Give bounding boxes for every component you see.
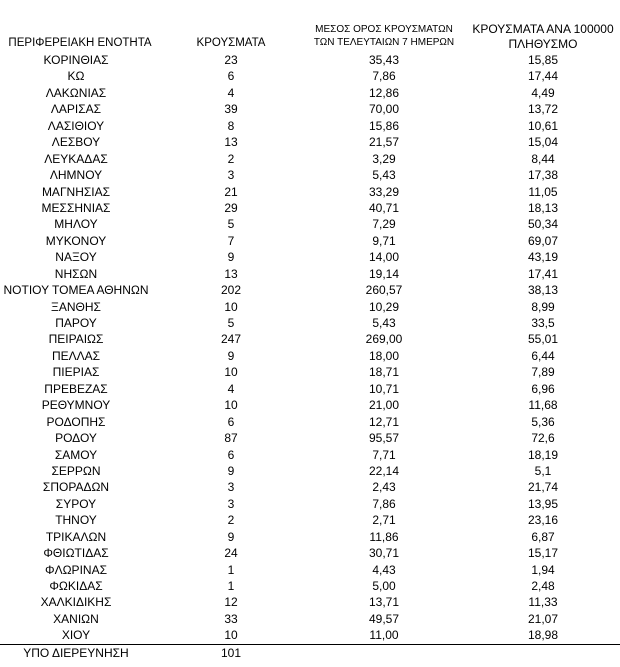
cell-cases: 6 bbox=[227, 69, 235, 84]
cell-cases: 10 bbox=[224, 398, 238, 413]
cell-avg-7days: 9,71 bbox=[372, 233, 396, 248]
cell-per-100k: 18,19 bbox=[527, 447, 559, 462]
cell-avg-7days: 12,71 bbox=[368, 414, 400, 429]
cell-region: ΠΕΛΛΑΣ bbox=[51, 348, 101, 363]
table-row bbox=[0, 184, 620, 200]
cell-avg-7days: 18,71 bbox=[368, 365, 400, 380]
cell-per-100k: 33,5 bbox=[531, 316, 555, 330]
cell-avg-7days: 3,29 bbox=[372, 151, 396, 166]
cell-cases: 4 bbox=[227, 381, 235, 396]
table-row bbox=[0, 85, 620, 101]
table-row bbox=[0, 151, 620, 167]
cell-region: ΠΑΡΟΥ bbox=[55, 316, 97, 330]
cell-region: ΝΟΤΙΟΥ ΤΟΜΕΑ ΑΘΗΝΩΝ bbox=[3, 283, 149, 298]
table-row bbox=[0, 315, 620, 331]
cell-per-100k: 15,85 bbox=[527, 53, 559, 67]
table-row bbox=[0, 364, 620, 380]
cell-per-100k: 69,07 bbox=[527, 233, 559, 248]
cell-avg-7days: 5,43 bbox=[372, 316, 396, 330]
cell-avg-7days: 4,43 bbox=[372, 562, 396, 577]
cell-region: ΡΟΔΟΠΗΣ bbox=[46, 414, 106, 429]
table-body bbox=[0, 52, 620, 661]
cell-region: ΠΕΙΡΑΙΩΣ bbox=[48, 332, 104, 347]
header-per-line2: ΠΛΗΘΥΣΜΟ bbox=[508, 37, 578, 51]
cell-region: ΜΑΓΝΗΣΙΑΣ bbox=[41, 184, 111, 199]
cell-region: ΦΘΙΩΤΙΔΑΣ bbox=[43, 546, 109, 561]
cell-avg-7days: 14,00 bbox=[368, 250, 400, 265]
table-row bbox=[0, 249, 620, 265]
cell-per-100k: 17,44 bbox=[527, 69, 559, 84]
table-row bbox=[0, 529, 620, 545]
cell-per-100k: 4,49 bbox=[531, 85, 555, 100]
cell-avg-7days: 269,00 bbox=[365, 332, 403, 347]
table-row bbox=[0, 200, 620, 216]
header-region: ΠΕΡΙΦΕΡΕΙΑΚΗ ΕΝΟΤΗΤΑ bbox=[8, 37, 152, 49]
cell-avg-7days: 70,00 bbox=[368, 102, 400, 117]
cell-region: ΠΙΕΡΙΑΣ bbox=[52, 365, 100, 380]
table-row bbox=[0, 282, 620, 298]
cell-region: ΧΙΟΥ bbox=[61, 628, 91, 643]
cell-per-100k: 17,38 bbox=[527, 168, 559, 183]
cell-avg-7days: 18,00 bbox=[368, 348, 400, 363]
cell-per-100k: 6,44 bbox=[531, 348, 555, 363]
cell-cases: 6 bbox=[227, 447, 235, 462]
cell-cases: 8 bbox=[227, 118, 235, 133]
table-row bbox=[0, 68, 620, 84]
cell-per-100k: 5,36 bbox=[531, 414, 555, 429]
cell-cases: 10 bbox=[224, 365, 238, 380]
cell-region: ΤΗΝΟΥ bbox=[55, 513, 97, 528]
cell-per-100k: 21,74 bbox=[527, 480, 559, 495]
cell-per-100k: 50,34 bbox=[527, 217, 559, 232]
cell-cases: 3 bbox=[227, 496, 235, 511]
cell-region: ΚΩ bbox=[67, 69, 85, 84]
table-row bbox=[0, 134, 620, 150]
cell-per-100k: 11,05 bbox=[528, 184, 558, 199]
cell-region: ΛΗΜΝΟΥ bbox=[49, 168, 103, 183]
cell-per-100k: 13,72 bbox=[527, 102, 559, 117]
header-per-line1: ΚΡΟΥΣΜΑΤΑ ΑΝΑ 100000 bbox=[472, 22, 614, 36]
table-row bbox=[0, 118, 620, 134]
cell-cases: 9 bbox=[227, 529, 235, 544]
cell-region: ΚΟΡΙΝΘΙΑΣ bbox=[43, 53, 109, 67]
cell-per-100k: 2,48 bbox=[531, 579, 555, 593]
cell-avg-7days: 19,14 bbox=[368, 266, 400, 281]
table-row bbox=[0, 447, 620, 463]
cell-region: ΜΗΛΟΥ bbox=[54, 217, 98, 232]
table-row bbox=[0, 381, 620, 397]
cell-per-100k: 5,1 bbox=[534, 463, 552, 478]
cell-cases: 2 bbox=[227, 151, 235, 166]
cell-cases: 12 bbox=[224, 595, 238, 610]
cell-per-100k: 13,95 bbox=[527, 496, 559, 511]
cell-avg-7days: 5,43 bbox=[372, 168, 396, 183]
cell-region: ΣΑΜΟΥ bbox=[54, 447, 98, 462]
cell-cases: 9 bbox=[227, 250, 235, 265]
cell-avg-7days: 11,00 bbox=[369, 628, 399, 643]
table-row bbox=[0, 414, 620, 430]
cell-region: ΞΑΝΘΗΣ bbox=[51, 299, 101, 314]
table-row bbox=[0, 167, 620, 183]
cell-cases: 247 bbox=[220, 332, 242, 347]
cell-region: ΧΑΝΙΩΝ bbox=[53, 611, 99, 626]
header-avg-line2: ΤΩΝ ΤΕΛΕΥΤΑΙΩΝ 7 ΗΜΕΡΩΝ bbox=[313, 37, 455, 48]
cell-per-100k: 1,94 bbox=[531, 562, 555, 577]
cell-cases: 7 bbox=[227, 233, 235, 248]
cell-avg-7days: 5,00 bbox=[372, 579, 396, 593]
table-row bbox=[0, 430, 620, 446]
cell-per-100k: 23,16 bbox=[527, 513, 559, 528]
cell-avg-7days: 260,57 bbox=[365, 283, 403, 298]
cell-per-100k: 72,6 bbox=[531, 431, 555, 446]
cell-cases: 21 bbox=[224, 184, 238, 199]
cell-avg-7days: 12,86 bbox=[368, 85, 400, 100]
cell-per-100k: 15,04 bbox=[527, 135, 559, 150]
cell-avg-7days: 33,29 bbox=[368, 184, 400, 199]
cell-region: ΣΕΡΡΩΝ bbox=[51, 463, 101, 478]
cell-per-100k: 17,41 bbox=[527, 266, 559, 281]
cell-avg-7days: 10,71 bbox=[368, 381, 400, 396]
cell-cases: 202 bbox=[220, 283, 242, 298]
table-row bbox=[0, 512, 620, 528]
cell-cases: 1 bbox=[227, 562, 235, 577]
cell-region: ΜΥΚΟΝΟΥ bbox=[45, 233, 107, 248]
cell-per-100k: 18,13 bbox=[527, 200, 559, 215]
cell-cases: 4 bbox=[227, 85, 235, 100]
cell-cases: 2 bbox=[227, 513, 235, 528]
cell-region: ΤΡΙΚΑΛΩΝ bbox=[45, 529, 107, 544]
cell-avg-7days: 30,71 bbox=[368, 546, 400, 561]
cell-avg-7days: 15,86 bbox=[368, 118, 400, 133]
cell-avg-7days: 21,00 bbox=[368, 398, 400, 413]
cell-avg-7days: 22,14 bbox=[368, 463, 400, 478]
table-row bbox=[0, 216, 620, 232]
header-avg-7days bbox=[295, 23, 473, 49]
table-row bbox=[0, 463, 620, 479]
cell-region: ΛΑΡΙΣΑΣ bbox=[50, 102, 102, 117]
cell-cases: 24 bbox=[224, 546, 238, 561]
cell-per-100k: 6,87 bbox=[531, 529, 555, 544]
cell-cases: 3 bbox=[227, 480, 235, 495]
cell-cases: 33 bbox=[224, 611, 238, 626]
cell-per-100k: 8,99 bbox=[531, 299, 555, 314]
cell-avg-7days: 2,71 bbox=[372, 513, 396, 528]
table-row bbox=[0, 496, 620, 512]
cell-region: ΡΟΔΟΥ bbox=[55, 431, 97, 446]
cell-avg-7days: 13,71 bbox=[368, 595, 400, 610]
cell-cases: 3 bbox=[227, 168, 235, 183]
cell-avg-7days: 40,71 bbox=[368, 200, 400, 215]
cell-per-100k: 7,89 bbox=[531, 365, 555, 380]
table-row bbox=[0, 299, 620, 315]
cell-region: ΠΡΕΒΕΖΑΣ bbox=[44, 381, 108, 396]
cell-avg-7days: 7,29 bbox=[372, 217, 396, 232]
table-row bbox=[0, 627, 620, 643]
cell-cases: 29 bbox=[224, 200, 238, 215]
cell-per-100k: 11,68 bbox=[528, 398, 558, 413]
table-row bbox=[0, 331, 620, 347]
cell-region: ΦΛΩΡΙΝΑΣ bbox=[45, 562, 107, 577]
header-per-100k bbox=[453, 22, 620, 52]
cell-region: ΥΠΟ ΔΙΕΡΕΥΝΗΣΗ bbox=[23, 645, 129, 660]
header-avg-line1: ΜΕΣΟΣ ΟΡΟΣ ΚΡΟΥΣΜΑΤΩΝ bbox=[315, 24, 453, 35]
table-row bbox=[0, 233, 620, 249]
cell-region: ΛΕΥΚΑΔΑΣ bbox=[44, 151, 108, 166]
table-row bbox=[0, 545, 620, 561]
cell-region: ΝΗΣΩΝ bbox=[54, 266, 98, 281]
cell-per-100k: 11,33 bbox=[528, 595, 558, 610]
table-row bbox=[0, 578, 620, 594]
cell-region: ΡΕΘΥΜΝΟΥ bbox=[41, 398, 111, 413]
cell-region: ΧΑΛΚΙΔΙΚΗΣ bbox=[40, 595, 112, 610]
cell-region: ΣΠΟΡΑΔΩΝ bbox=[42, 480, 110, 495]
cell-avg-7days: 7,86 bbox=[372, 69, 396, 84]
cell-cases: 13 bbox=[224, 266, 238, 281]
cell-avg-7days: 49,57 bbox=[368, 611, 400, 626]
cell-cases: 9 bbox=[227, 348, 235, 363]
header-cases: ΚΡΟΥΣΜΑΤΑ bbox=[196, 37, 266, 49]
cell-cases: 13 bbox=[224, 135, 238, 150]
cell-avg-7days: 10,29 bbox=[368, 299, 400, 314]
table-row bbox=[0, 266, 620, 282]
cell-cases: 5 bbox=[227, 316, 235, 330]
cell-per-100k: 55,01 bbox=[527, 332, 559, 347]
cell-per-100k: 21,07 bbox=[527, 611, 559, 626]
table-row bbox=[0, 562, 620, 578]
cell-avg-7days: 7,86 bbox=[372, 496, 396, 511]
cell-region: ΛΑΚΩΝΙΑΣ bbox=[45, 85, 107, 100]
cell-avg-7days: 11,86 bbox=[369, 529, 399, 544]
cell-region: ΝΑΞΟΥ bbox=[55, 250, 97, 265]
cell-avg-7days: 95,57 bbox=[368, 431, 400, 446]
cell-region: ΛΑΣΙΘΙΟΥ bbox=[47, 118, 105, 133]
cell-per-100k: 43,19 bbox=[527, 250, 559, 265]
cell-per-100k: 15,17 bbox=[527, 546, 559, 561]
table-row bbox=[0, 348, 620, 364]
cell-cases: 10 bbox=[224, 299, 238, 314]
cell-region: ΛΕΣΒΟΥ bbox=[51, 135, 101, 150]
cell-per-100k: 10,61 bbox=[527, 118, 559, 133]
cell-per-100k: 8,44 bbox=[531, 151, 555, 166]
cell-per-100k: 38,13 bbox=[527, 283, 559, 298]
cell-cases: 101 bbox=[220, 645, 242, 660]
cell-avg-7days: 2,43 bbox=[372, 480, 396, 495]
table-row bbox=[0, 611, 620, 627]
cell-avg-7days: 21,57 bbox=[368, 135, 400, 150]
cell-cases: 5 bbox=[227, 217, 235, 232]
cell-region: ΦΩΚΙΔΑΣ bbox=[49, 579, 103, 593]
cell-region: ΜΕΣΣΗΝΙΑΣ bbox=[41, 200, 111, 215]
cell-cases: 39 bbox=[224, 102, 238, 117]
cell-cases: 9 bbox=[227, 463, 235, 478]
cell-region: ΣΥΡΟΥ bbox=[55, 496, 97, 511]
cell-cases: 10 bbox=[224, 628, 238, 643]
table-row bbox=[0, 397, 620, 413]
table-row bbox=[0, 594, 620, 610]
cell-per-100k: 6,96 bbox=[531, 381, 555, 396]
table-row bbox=[0, 101, 620, 117]
cell-avg-7days: 35,43 bbox=[368, 53, 400, 67]
table-row bbox=[0, 52, 620, 68]
cell-cases: 87 bbox=[224, 431, 238, 446]
table-row bbox=[0, 644, 620, 661]
cell-cases: 23 bbox=[224, 53, 238, 67]
cell-avg-7days: 7,71 bbox=[372, 447, 396, 462]
table-row bbox=[0, 479, 620, 495]
cell-cases: 6 bbox=[227, 414, 235, 429]
cell-cases: 1 bbox=[227, 579, 235, 593]
cell-per-100k: 18,98 bbox=[527, 628, 559, 643]
